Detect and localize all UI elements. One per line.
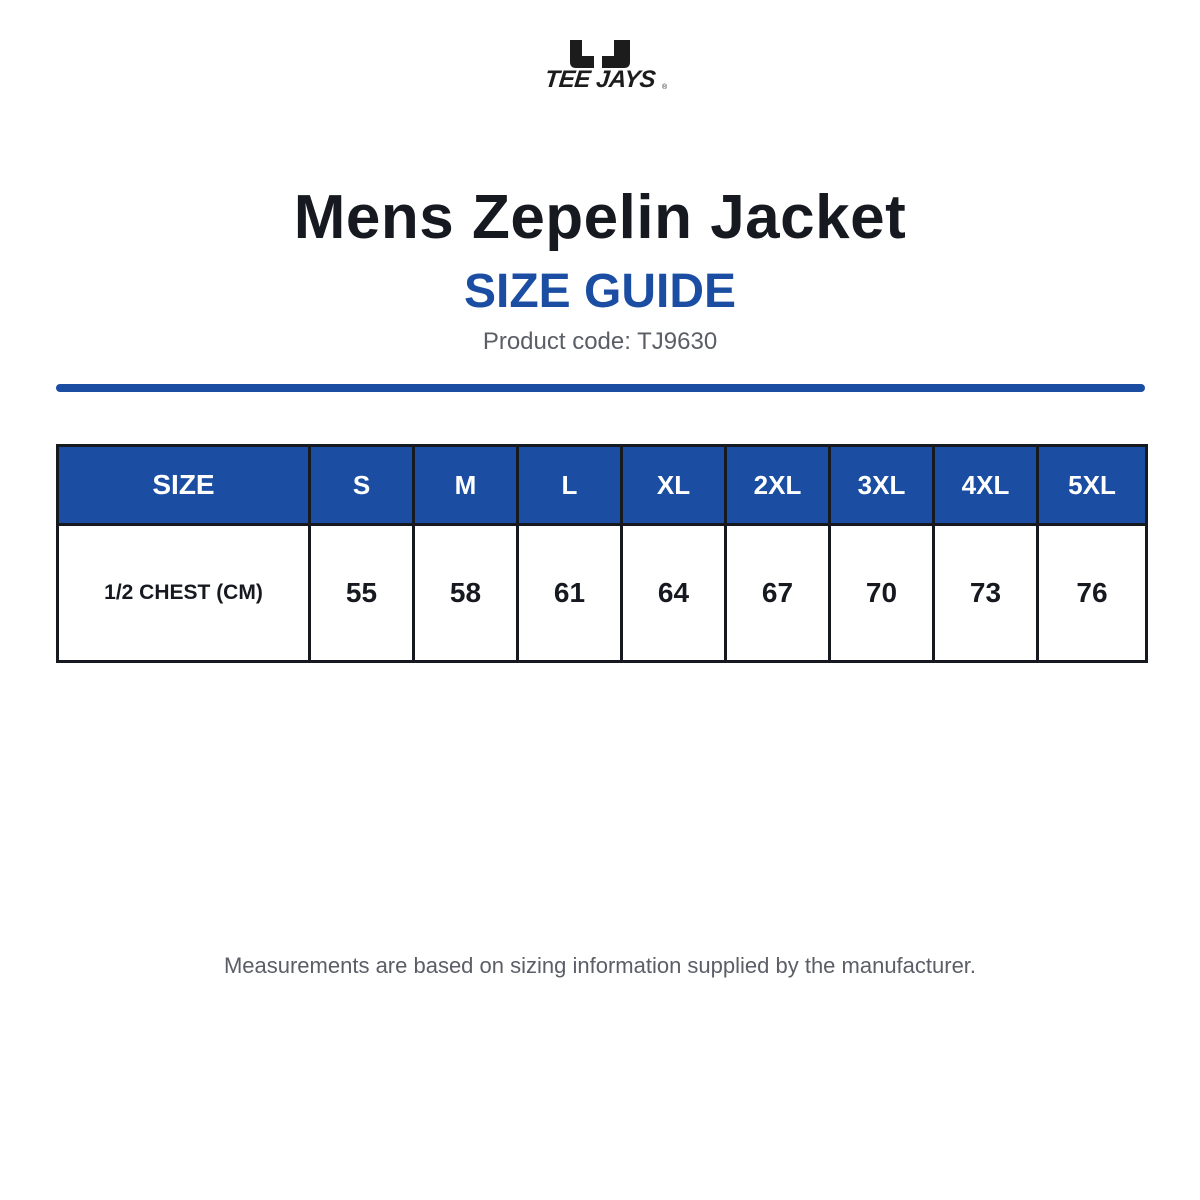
page-subtitle: SIZE GUIDE <box>463 265 737 318</box>
product-code: Product code: TJ9630 <box>482 328 718 355</box>
brand-logo-text: TEE JAYS <box>543 66 657 93</box>
header-cell: 2XL <box>726 446 830 525</box>
table-cell: 61 <box>518 525 622 662</box>
header-cell: 4XL <box>934 446 1038 525</box>
header-cell: 5XL <box>1038 446 1147 525</box>
table-header-row <box>58 446 1147 525</box>
header-cell: XL <box>622 446 726 525</box>
table-cell: 64 <box>622 525 726 662</box>
table-cell: 67 <box>726 525 830 662</box>
table-cell: 76 <box>1038 525 1147 662</box>
page-title: Mens Zepelin Jacket <box>293 183 907 252</box>
divider <box>56 384 1145 392</box>
header-cell: 3XL <box>830 446 934 525</box>
header-cell-size: SIZE <box>58 446 310 525</box>
table-cell: 58 <box>414 525 518 662</box>
header-cell: S <box>310 446 414 525</box>
header-cell: L <box>518 446 622 525</box>
header-cell: M <box>414 446 518 525</box>
size-table <box>56 444 1148 663</box>
row-label: 1/2 CHEST (CM) <box>58 525 310 662</box>
brand-logo <box>530 38 670 98</box>
table-cell: 55 <box>310 525 414 662</box>
footer-note: Measurements are based on sizing information supplied by the manufacturer. <box>223 953 977 978</box>
table-cell: 73 <box>934 525 1038 662</box>
registered-mark: ® <box>662 84 668 91</box>
table-row <box>58 525 1147 662</box>
table-cell: 70 <box>830 525 934 662</box>
